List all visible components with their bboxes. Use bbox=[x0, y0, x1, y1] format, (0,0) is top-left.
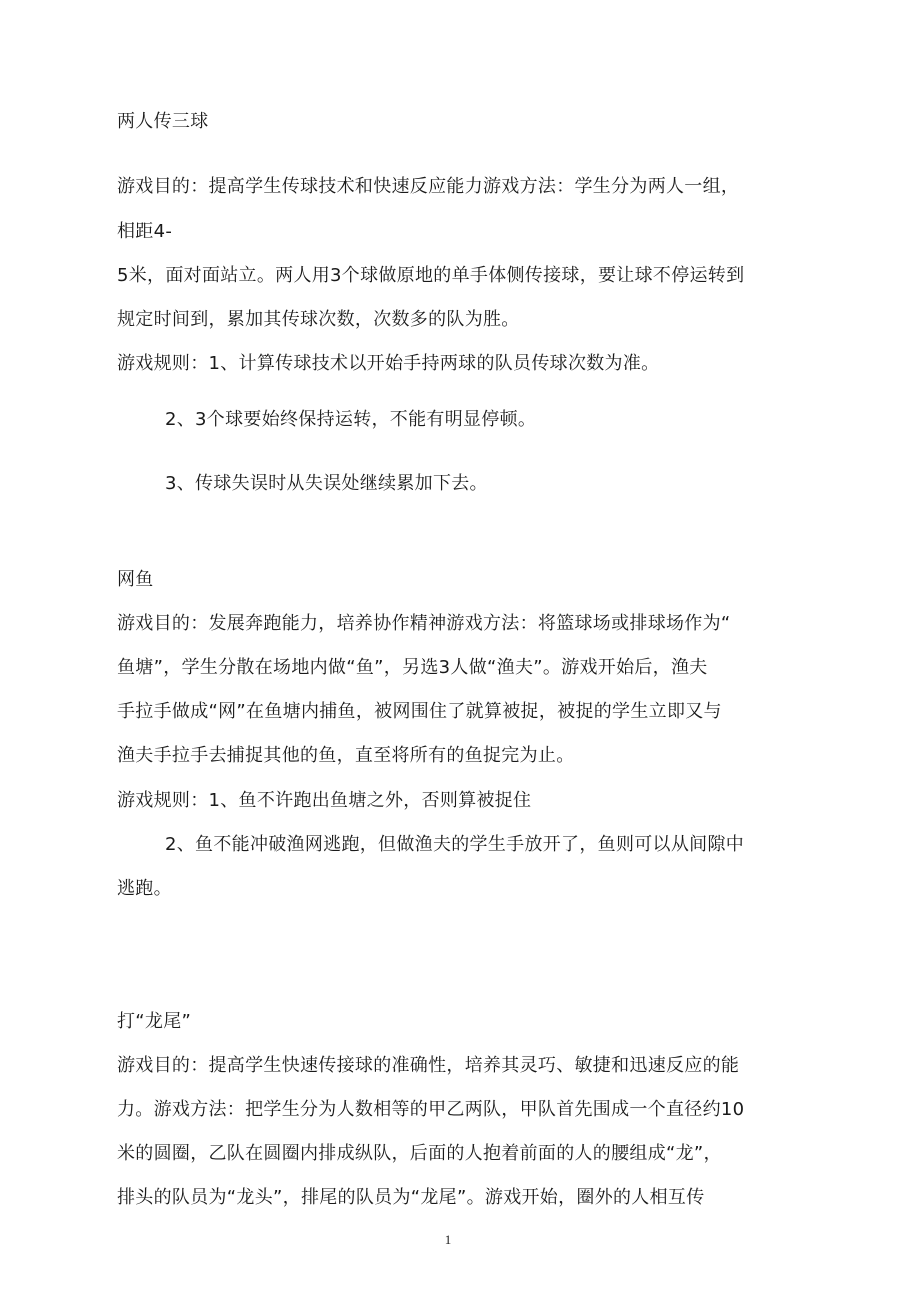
paragraph-line: 米的圆圈，乙队在圆圈内排成纵队，后面的人抱着前面的人的腰组成“龙”， bbox=[117, 1143, 722, 1164]
paragraph-line: 渔夫手拉手去捕捉其他的鱼，直至将所有的鱼捉完为止。 bbox=[117, 745, 575, 766]
paragraph-line: 手拉手做成“网”在鱼塘内捕鱼，被网围住了就算被捉，被捉的学生立即又与 bbox=[117, 701, 722, 722]
paragraph-line: 游戏目的：提高学生传球技术和快速反应能力游戏方法：学生分为两人一组， bbox=[117, 176, 740, 197]
paragraph-line: 排头的队员为“龙头”，排尾的队员为“龙尾”。游戏开始，圈外的人相互传 bbox=[117, 1187, 705, 1208]
rules-line: 2、3个球要始终保持运转，不能有明显停顿。 bbox=[165, 409, 537, 430]
section-title-net-fish: 网鱼 bbox=[117, 569, 154, 590]
rules-line: 3、传球失误时从失误处继续累加下去。 bbox=[165, 473, 488, 494]
rules-line: 逃跑。 bbox=[117, 878, 172, 899]
paragraph-line: 相距4- bbox=[117, 221, 173, 242]
paragraph-line: 鱼塘”，学生分散在场地内做“鱼”，另选3人做“渔夫”。游戏开始后，渔夫 bbox=[117, 657, 708, 678]
paragraph-line: 游戏目的：提高学生快速传接球的准确性，培养其灵巧、敏捷和迅速反应的能 bbox=[117, 1055, 740, 1076]
page-number: 1 bbox=[444, 1232, 452, 1247]
paragraph-line: 力。游戏方法：把学生分为人数相等的甲乙两队，甲队首先围成一个直径约10 bbox=[117, 1099, 745, 1120]
section-title-two-person-three-ball: 两人传三球 bbox=[117, 111, 209, 132]
rules-line: 2、鱼不能冲破渔网逃跑，但做渔夫的学生手放开了，鱼则可以从间隙中 bbox=[165, 834, 745, 855]
rules-line: 游戏规则：1、鱼不许跑出鱼塘之外，否则算被捉住 bbox=[117, 790, 532, 811]
paragraph-line: 游戏目的：发展奔跑能力，培养协作精神游戏方法：将篮球场或排球场作为“ bbox=[117, 613, 731, 634]
section-title-hit-dragon-tail: 打“龙尾” bbox=[117, 1011, 192, 1032]
paragraph-line: 5米，面对面站立。两人用3个球做原地的单手体侧传接球，要让球不停运转到 bbox=[117, 265, 745, 286]
paragraph-line: 规定时间到，累加其传球次数，次数多的队为胜。 bbox=[117, 309, 520, 330]
rules-line: 游戏规则：1、计算传球技术以开始手持两球的队员传球次数为准。 bbox=[117, 353, 660, 374]
